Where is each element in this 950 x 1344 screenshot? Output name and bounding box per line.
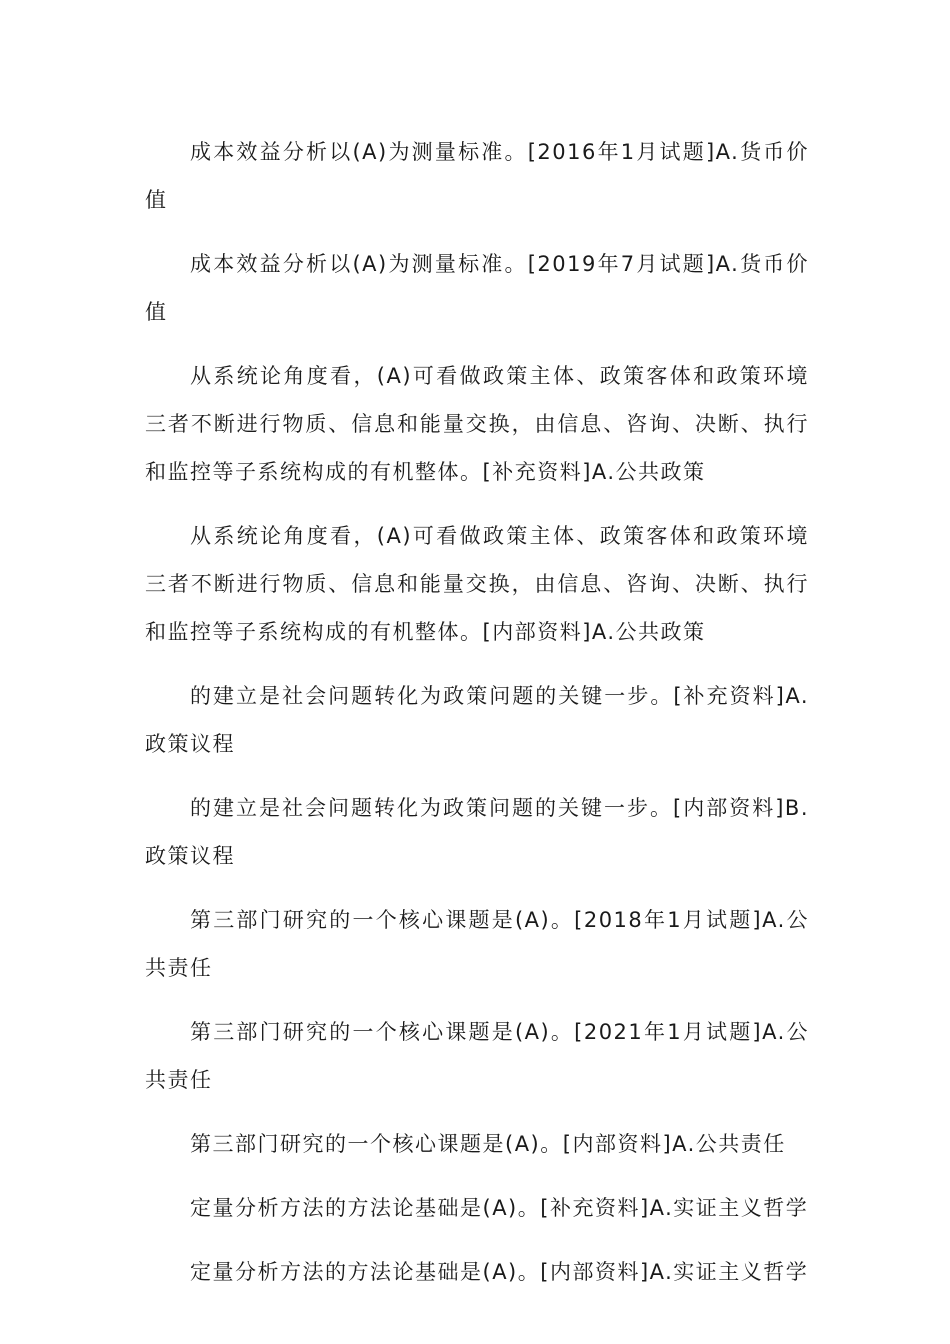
paragraph: 第三部门研究的一个核心课题是(A)。[2018年1月试题]A.公共责任 (145, 908, 809, 980)
paragraph: 第三部门研究的一个核心课题是(A)。[2021年1月试题]A.公共责任 (145, 1020, 809, 1092)
paragraph: 从系统论角度看，(A)可看做政策主体、政策客体和政策环境三者不断进行物质、信息和能量交换，由信息、咨询、决断、执行和监控等子系统构成的有机整体。[补充资料]A.公共政策 (145, 364, 809, 484)
paragraph: 的建立是社会问题转化为政策问题的关键一步。[补充资料]A.政策议程 (145, 684, 809, 756)
paragraph: 定量分析方法的方法论基础是(A)。[补充资料]A.实证主义哲学 (190, 1196, 809, 1220)
paragraph: 的建立是社会问题转化为政策问题的关键一步。[内部资料]B.政策议程 (145, 796, 809, 868)
paragraph: 第三部门研究的一个核心课题是(A)。[内部资料]A.公共责任 (190, 1132, 786, 1156)
paragraph: 从系统论角度看，(A)可看做政策主体、政策客体和政策环境三者不断进行物质、信息和能量交换，由信息、咨询、决断、执行和监控等子系统构成的有机整体。[内部资料]A.公共政策 (145, 524, 809, 644)
document-body (145, 128, 809, 1312)
paragraph: 定量分析方法的方法论基础是(A)。[内部资料]A.实证主义哲学 (190, 1260, 809, 1284)
paragraph: 成本效益分析以(A)为测量标准。[2019年7月试题]A.货币价值 (145, 252, 809, 324)
paragraph: 成本效益分析以(A)为测量标准。[2016年1月试题]A.货币价值 (145, 140, 809, 212)
